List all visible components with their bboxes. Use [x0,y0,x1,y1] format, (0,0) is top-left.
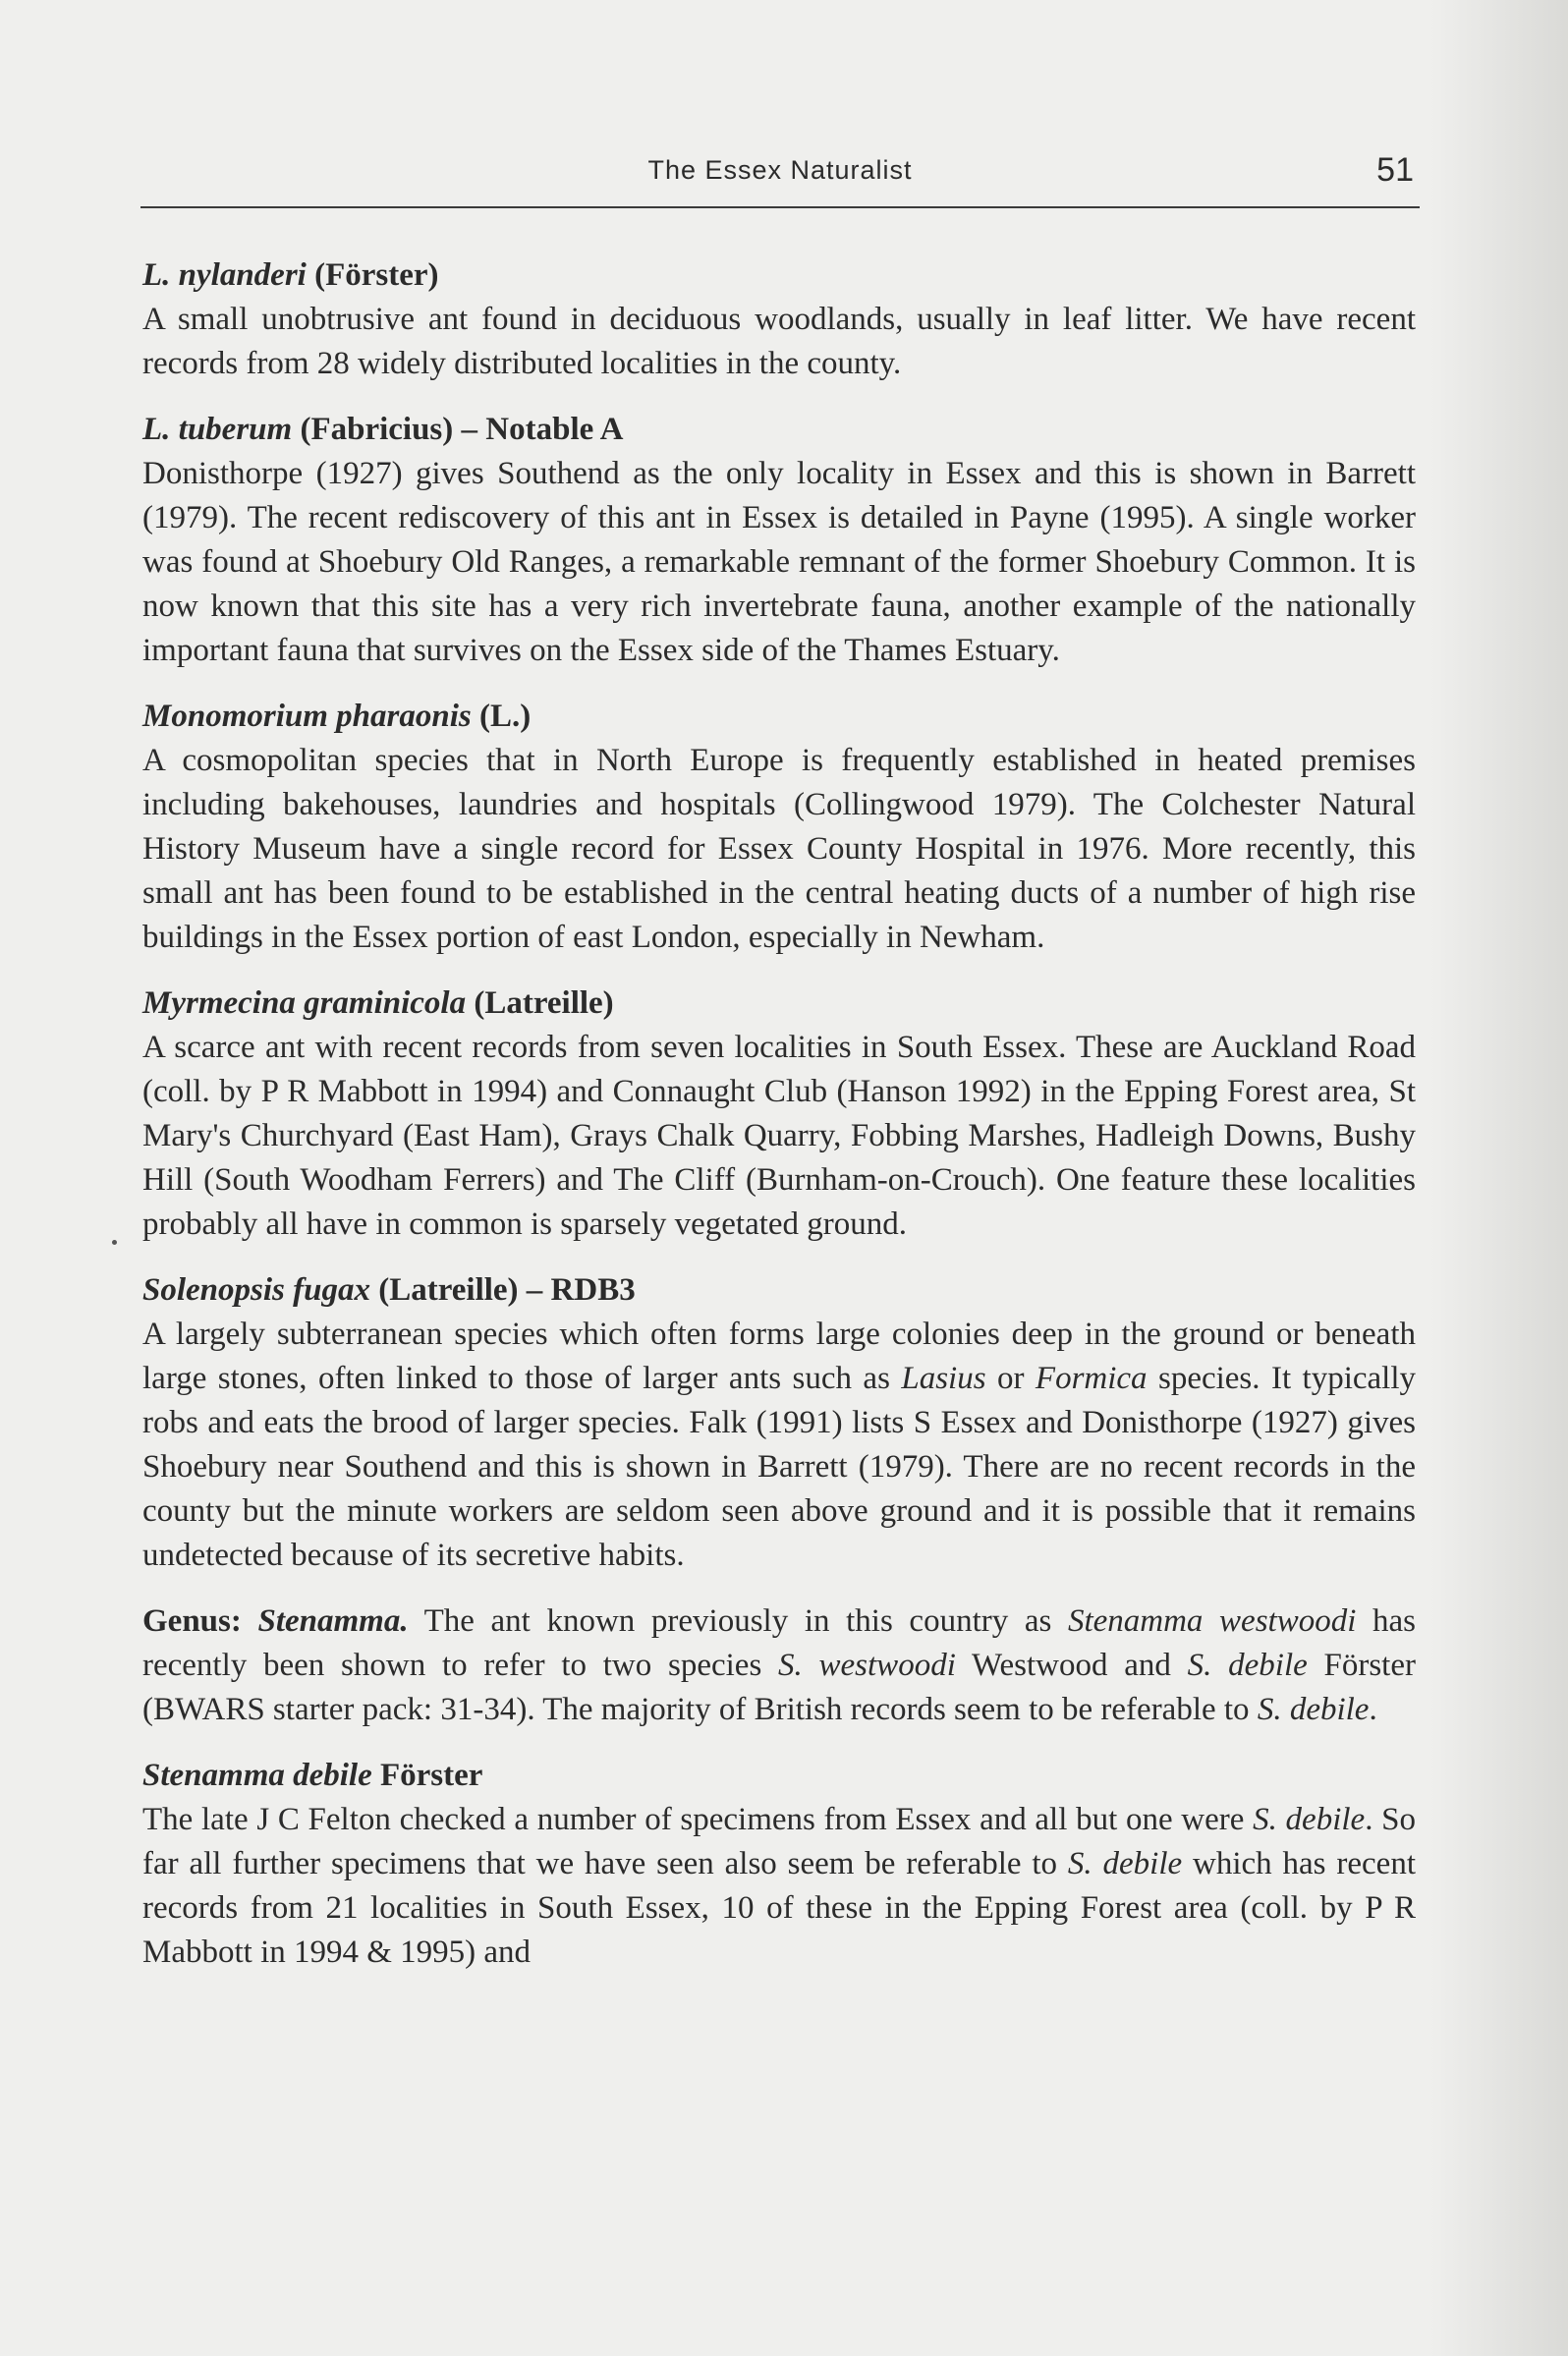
description-text: . [1369,1692,1377,1727]
species-name: Myrmecina graminicola [142,985,467,1021]
running-title: The Essex Naturalist [647,155,913,185]
description-text: The ant known previously in this country as [408,1603,1068,1639]
description-text: . So far all further specimens that we have seen also seem be referable to [142,1802,1416,1881]
genus-name: Formica [1035,1361,1148,1396]
species-authority: Förster [371,1758,483,1793]
species-authority: (Förster) [306,257,439,293]
species-authority: (Latreille) – RDB3 [369,1272,636,1308]
species-name: S. debile [1257,1692,1370,1727]
species-name: L. tuberum [142,412,293,447]
genus-heading [142,1603,409,1639]
species-description: Donisthorpe (1927) gives Southend as the only locality in Essex and this is shown in Barrett (1979). The recent rediscovery of this ant in Essex is detailed in Payne (1995). A single worker was found at Shoebury Old Ranges, a remarkable remnant of the former Shoebury Common. It is now known that this site has a very rich invertebrate fauna, another example of the nationally important fauna that survives on the Essex side of the Thames Estuary. [142,456,1416,668]
species-name: S. debile [1253,1802,1366,1837]
species-entry [142,1268,1416,1578]
description-text: The late J C Felton checked a number of specimens from Essex and all but one were [142,1802,1254,1837]
description-text: which has recent records from 21 localities in South Essex, 10 of these in the Epping Forest area (coll. by P R Mabbott in 1994 & 1995) and [142,1846,1416,1970]
genus-entry [142,1599,1416,1732]
species-entry [142,982,1416,1247]
species-heading [142,1754,1416,1798]
genus-name: Stenamma. [257,1603,409,1639]
description-text: species. It typically robs and eats the brood of larger species. Falk (1991) lists S Essex and Donisthorpe (1927) gives Shoebury near Southend and this is shown in Barrett (1979). There are no recent records in the county but the minute workers are seldom seen above ground and it is possible that it remains undetected because of its secretive habits. [142,1361,1416,1573]
species-description [142,1313,1416,1578]
description-text: or [985,1361,1036,1396]
species-name: S. debile [1187,1648,1308,1683]
species-description: A cosmopolitan species that in North Europe is frequently established in heated premises including bakehouses, laundries and hospitals (Collingwood 1979). The Colchester Natural History Museum have a single record for Essex County Hospital in 1976. More recently, this small ant has been found to be established in the central heating ducts of a number of high rise buildings in the Essex portion of east London, especially in Newham. [142,743,1416,955]
species-name: Solenopsis fugax [142,1272,370,1308]
species-heading [142,408,1416,452]
page-number: 51 [1376,151,1414,189]
species-heading [142,982,1416,1026]
page-edge-shadow [1430,0,1568,2356]
species-description [142,1798,1416,1975]
description-text: Förster (BWARS starter pack: 31-34). The majority of British records seem to be referable to [142,1648,1416,1727]
genus-description [142,1599,1416,1732]
genus-name: Lasius [901,1361,986,1396]
species-heading [142,695,1416,739]
description-text: Westwood and [955,1648,1188,1683]
species-authority: (L.) [471,699,532,734]
description-text: A largely subterranean species which often forms large colonies deep in the ground or beneath large stones, often linked to those of larger ants such as [142,1317,1416,1396]
species-entry [142,408,1416,673]
species-heading [142,1268,1416,1313]
margin-mark [112,1240,117,1245]
species-entry [142,695,1416,960]
species-name: L. nylanderi [142,257,307,293]
species-name: S. debile [1067,1846,1183,1881]
species-heading [142,253,1416,298]
species-description: A small unobtrusive ant found in deciduous woodlands, usually in leaf litter. We have recent records from 28 widely distributed localities in the county. [142,302,1416,381]
species-name: Stenamma debile [142,1758,372,1793]
description-text: has recently been shown to refer to two species [142,1603,1417,1683]
genus-label: Genus: [142,1603,258,1639]
species-name: S. westwoodi [778,1648,956,1683]
species-name: Stenamma westwoodi [1067,1603,1357,1639]
article-body [142,253,1416,1996]
species-entry [142,1754,1416,1975]
species-authority: (Latreille) [466,985,614,1021]
species-description: A scarce ant with recent records from seven localities in South Essex. These are Auckland Road (coll. by P R Mabbott in 1994) and Connaught Club (Hanson 1992) in the Epping Forest area, St Mary's Churchyard (East Ham), Grays Chalk Quarry, Fobbing Marshes, Hadleigh Downs, Bushy Hill (South Woodham Ferrers) and The Cliff (Burnham-on-Crouch). One feature these localities probably all have in common is sparsely vegetated ground. [142,1030,1416,1242]
species-entry [142,253,1416,386]
species-authority: (Fabricius) – Notable A [292,412,624,447]
species-name: Monomorium pharaonis [142,699,472,734]
page-header [140,147,1420,208]
